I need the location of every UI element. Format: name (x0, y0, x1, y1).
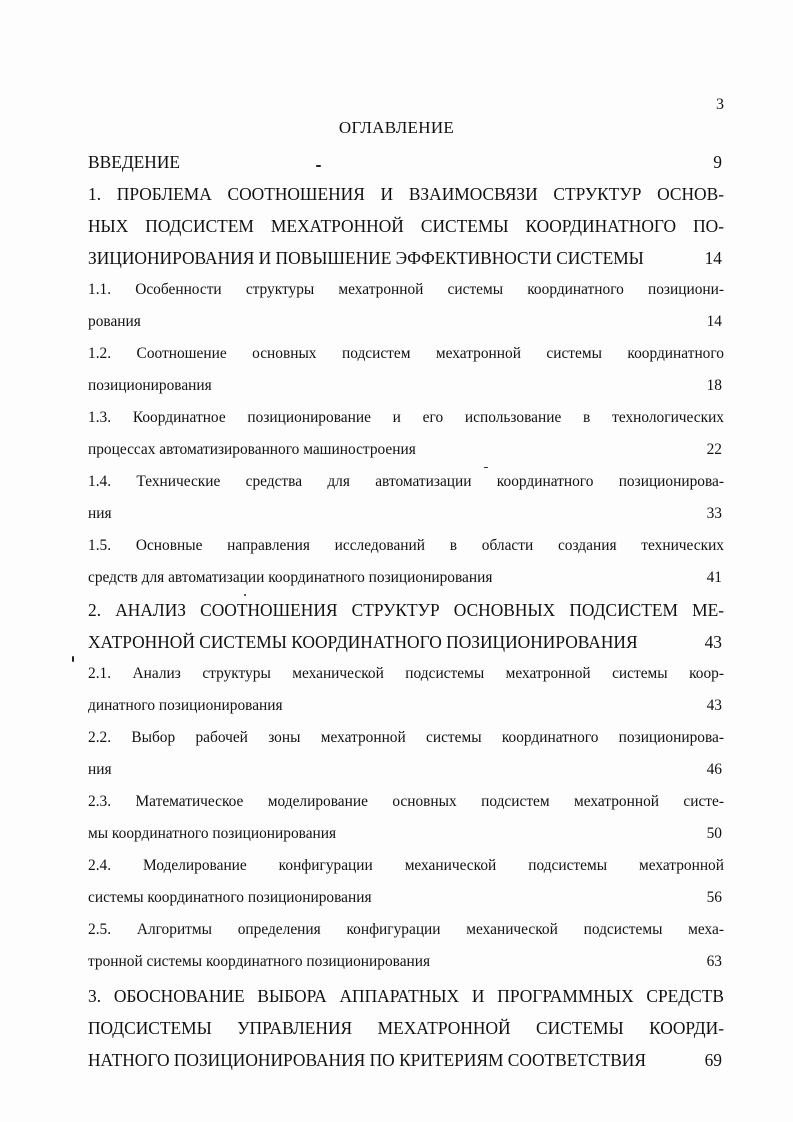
toc-entry-title-line: ния (88, 761, 112, 778)
toc-entry-title-line: средств для автоматизации координатного позиционирования (88, 569, 493, 586)
toc-entry-chapter-3[interactable] (88, 980, 724, 1076)
toc-entry-chapter-2[interactable] (88, 594, 724, 658)
toc-entry-title-line: НАТНОГО ПОЗИЦИОНИРОВАНИЯ ПО КРИТЕРИЯМ СООТВЕТСТВИЯ (88, 1050, 646, 1070)
toc-entry-title-line: системы координатного позиционирования (88, 889, 372, 906)
toc-title: ОГЛАВЛЕНИЕ (338, 118, 455, 137)
toc-entry-section-1-4[interactable] (88, 466, 724, 530)
toc-entry-page: 46 (706, 761, 722, 778)
toc-entry-title-line: позиционирования (88, 377, 212, 394)
toc-entry-title-line: ПОДСИСТЕМЫ УПРАВЛЕНИЯ МЕХАТРОННОЙ СИСТЕМЫ КООРДИ- (88, 1018, 724, 1038)
toc-entry-title-line: 1.3. Координатное позиционирование и его использование в технологических (88, 409, 724, 426)
toc-entry-title-line: НЫХ ПОДСИСТЕМ МЕХАТРОННОЙ СИСТЕМЫ КООРДИНАТНОГО ПО- (88, 216, 724, 236)
toc-entry-page: 43 (706, 697, 722, 714)
toc-entry-page: 56 (706, 889, 722, 906)
scan-speck (316, 165, 321, 167)
toc-entry-title-line: ХАТРОННОЙ СИСТЕМЫ КООРДИНАТНОГО ПОЗИЦИОНИРОВАНИЯ (88, 632, 638, 652)
toc-entry-section-2-2[interactable] (88, 722, 724, 786)
toc-entry-page: 33 (706, 505, 722, 522)
toc-entry-chapter-1[interactable] (88, 178, 724, 274)
toc-entry-title-line: ЗИЦИОНИРОВАНИЯ И ПОВЫШЕНИЕ ЭФФЕКТИВНОСТИ СИСТЕМЫ (88, 248, 644, 268)
toc-entry-title-line: процессах автоматизированного машиностроения (88, 441, 416, 458)
toc-entry-section-2-4[interactable] (88, 850, 724, 914)
toc-entry-title-line: 1. ПРОБЛЕМА СООТНОШЕНИЯ И ВЗАИМОСВЯЗИ СТРУКТУР ОСНОВ- (88, 184, 724, 204)
toc-entry-section-1-5[interactable] (88, 530, 724, 594)
toc-entry-title-line: 1.1. Особенности структуры мехатронной системы координатного позициони- (88, 281, 724, 298)
toc-entry-title-line: 2.3. Математическое моделирование основных подсистем мехатронной систе- (88, 793, 724, 810)
toc-entry-section-2-3[interactable] (88, 786, 724, 850)
toc-entry-page: 22 (706, 441, 722, 458)
toc-entry-page: 14 (704, 248, 722, 268)
toc-entry-title-line: мы координатного позиционирования (88, 825, 337, 842)
toc-entry-title-line: 2.4. Моделирование конфигурации механической подсистемы мехатронной (88, 857, 724, 874)
toc-entry-title-line: 2.5. Алгоритмы определения конфигурации механической подсистемы меха- (88, 921, 724, 938)
toc-entry-page: 43 (704, 632, 722, 652)
toc-entry-title-line: ния (88, 505, 112, 522)
toc-entry-page: 18 (706, 377, 722, 394)
toc-entry-page: 63 (706, 953, 722, 970)
toc-entry-title-line: 2.2. Выбор рабочей зоны мехатронной системы координатного позиционирова- (88, 729, 724, 746)
toc-entry-section-1-1[interactable] (88, 274, 724, 338)
toc-entry-title: ВВЕДЕНИЕ (88, 152, 181, 172)
page-number: 3 (716, 96, 724, 113)
toc-entry-section-2-5[interactable] (88, 914, 724, 978)
scan-speck (484, 467, 488, 468)
toc-entry-title-line: 1.2. Соотношение основных подсистем мехатронной системы координатного (88, 345, 724, 362)
toc-entry-title-line: тронной системы координатного позиционирования (88, 953, 431, 970)
toc-entry-title-line: 1.5. Основные направления исследований в области создания технических (88, 537, 724, 554)
toc-entry-page: 50 (706, 825, 722, 842)
scan-speck (72, 656, 74, 662)
toc-entry-title-line: 1.4. Технические средства для автоматизации координатного позиционирова- (88, 473, 724, 490)
toc-entry-section-2-1[interactable] (88, 658, 724, 722)
toc-entry-introduction[interactable] (88, 146, 724, 178)
toc-entry-page: 69 (704, 1050, 722, 1070)
toc-entry-page: 14 (706, 313, 722, 330)
scan-speck (244, 594, 246, 596)
toc-entry-page: 9 (713, 152, 722, 172)
toc-entry-section-1-3[interactable] (88, 402, 724, 466)
toc-entry-title-line: динатного позиционирования (88, 697, 283, 714)
toc-entry-title-line: 3. ОБОСНОВАНИЕ ВЫБОРА АППАРАТНЫХ И ПРОГРАММНЫХ СРЕДСТВ (88, 986, 724, 1006)
toc-entry-title-line: рования (88, 313, 141, 330)
toc-entry-title-line: 2.1. Анализ структуры механической подсистемы мехатронной системы коор- (88, 665, 724, 682)
toc-entry-section-1-2[interactable] (88, 338, 724, 402)
toc-entry-page: 41 (706, 569, 722, 586)
toc-entry-title-line: 2. АНАЛИЗ СООТНОШЕНИЯ СТРУКТУР ОСНОВНЫХ ПОДСИСТЕМ МЕ- (88, 600, 724, 620)
